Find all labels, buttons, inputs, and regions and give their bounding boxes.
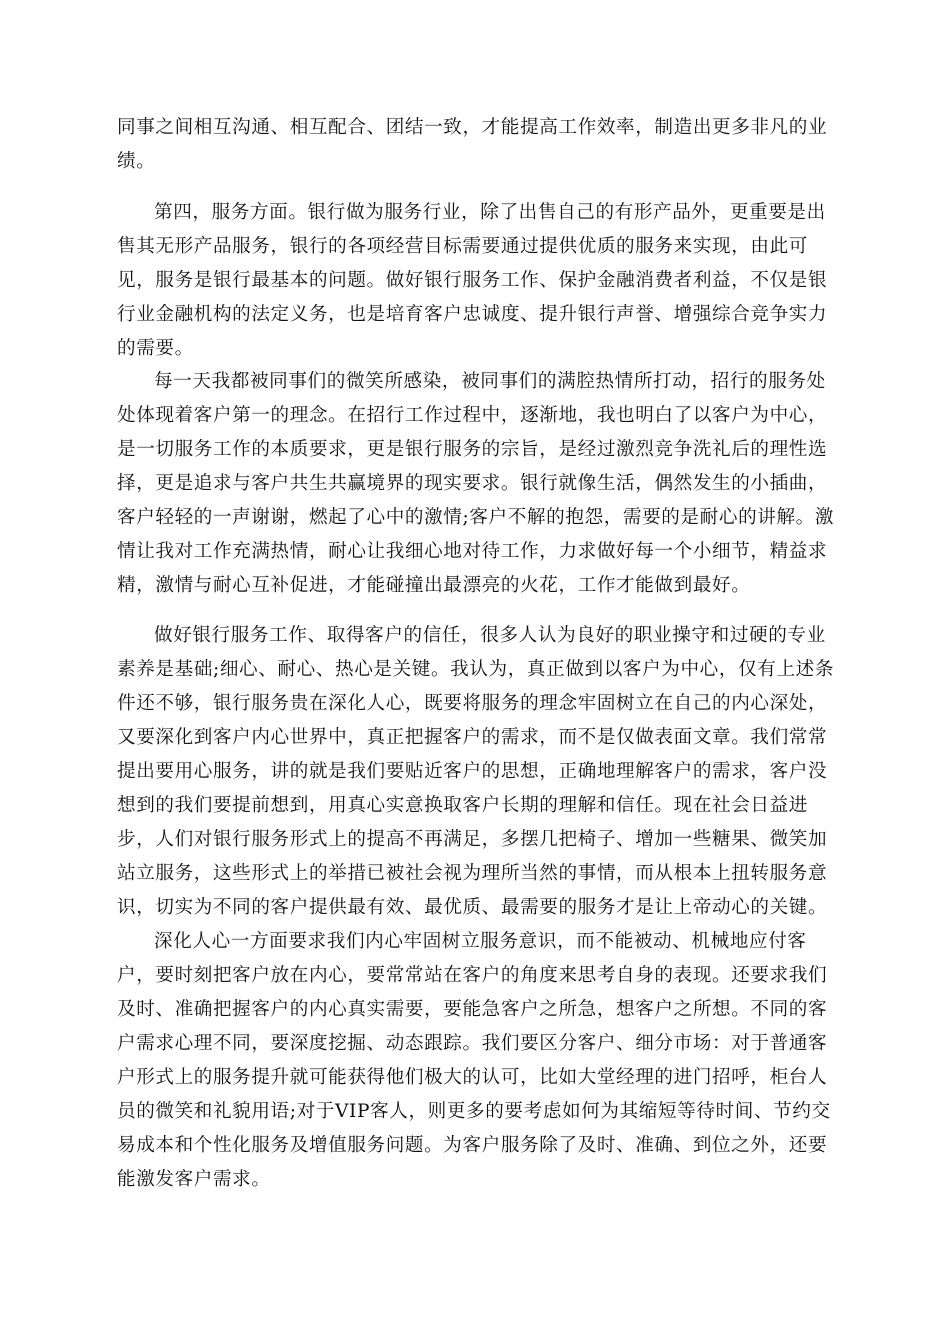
text-line: 及时、准确把握客户的内心真实需要，要能急客户之所急，想客户之所想。不同的客 [117,999,828,1020]
text-line: 户需求心理不同，要深度挖掘、动态跟踪。我们要区分客户、细分市场：对于普通客 [117,1033,828,1054]
paragraph-service-aspect [117,196,833,366]
text-line: 素养是基础;细心、耐心、热心是关键。我认为，真正做到以客户为中心，仅有上述条 [117,659,835,680]
text-line: 同事之间相互沟通、相互配合、团结一致，才能提高工作效率，制造出更多非凡的业 [117,117,828,138]
text-line: 每一天我都被同事们的微笑所感染，被同事们的满腔热情所打动，招行的服务处 [154,371,826,392]
paragraph-deepen-heart [117,925,833,1197]
text-line: 情让我对工作充满热情，耐心让我细心地对待工作，力求做好每一个小细节，精益求 [117,541,828,562]
text-line: 是一切服务工作的本质要求，更是银行服务的宗旨，是经过激烈竞争洗礼后的理性选 [117,439,828,460]
text-line: 见，服务是银行最基本的问题。做好银行服务工作、保护金融消费者利益，不仅是银 [117,270,828,291]
text-line: 想到的我们要提前想到，用真心实意换取客户长期的理解和信任。现在社会日益进 [117,795,808,816]
text-line: 第四，服务方面。银行做为服务行业，除了出售自己的有形产品外，更重要是出 [154,202,826,223]
text-line: 户形式上的服务提升就可能获得他们极大的认可，比如大堂经理的进门招呼，柜台人 [117,1067,828,1088]
text-line: 易成本和个性化服务及增值服务问题。为客户服务除了及时、准确、到位之外，还要 [117,1135,828,1156]
text-line: 处体现着客户第一的理念。在招行工作过程中，逐渐地，我也明白了以客户为中心， [117,405,828,426]
text-line: 能激发客户需求。 [117,1169,271,1190]
text-line: 又要深化到客户内心世界中，真正把握客户的需求，而不是仅做表面文章。我们常常 [117,727,828,748]
text-line: 提出要用心服务，讲的就是我们要贴近客户的思想，正确地理解客户的需求，客户没 [117,761,828,782]
text-line: 户，要时刻把客户放在内心，要常常站在客户的角度来思考自身的表现。还要求我们 [117,965,828,986]
text-line: 件还不够，银行服务贵在深化人心，既要将服务的理念牢固树立在自己的内心深处， [117,693,828,714]
text-line: 客户轻轻的一声谢谢，燃起了心中的激情;客户不解的抱怨，需要的是耐心的讲解。激 [117,507,835,528]
text-line: 识，切实为不同的客户提供最有效、最优质、最需要的服务才是让上帝动心的关键。 [117,897,828,918]
text-line: 的需要。 [117,338,194,359]
text-line: 择，更是追求与客户共生共赢境界的现实要求。银行就像生活，偶然发生的小插曲， [117,473,828,494]
paragraph-customer-trust [117,619,833,925]
paragraph-1 [117,111,833,179]
text-line: 精，激情与耐心互补促进，才能碰撞出最漂亮的火花，工作才能做到最好。 [117,575,751,596]
text-line: 绩。 [117,151,156,172]
text-line: 员的微笑和礼貌用语;对于VIP客人，则更多的要考虑如何为其缩短等待时间、节约交 [117,1101,831,1122]
text-line: 行业金融机构的法定义务，也是培育客户忠诚度、提升银行声誉、增强综合竞争实力 [117,304,828,325]
text-line: 售其无形产品服务，银行的各项经营目标需要通过提供优质的服务来实现，由此可 [117,236,808,257]
text-line: 站立服务，这些形式上的举措已被社会视为理所当然的事情，而从根本上扭转服务意 [117,863,828,884]
text-line: 步，人们对银行服务形式上的提高不再满足，多摆几把椅子、增加一些糖果、微笑加 [117,829,828,850]
text-line: 做好银行服务工作、取得客户的信任，很多人认为良好的职业操守和过硬的专业 [154,625,826,646]
paragraph-daily-smile [117,365,833,603]
text-line: 深化人心一方面要求我们内心牢固树立服务意识，而不能被动、机械地应付客 [154,931,807,952]
